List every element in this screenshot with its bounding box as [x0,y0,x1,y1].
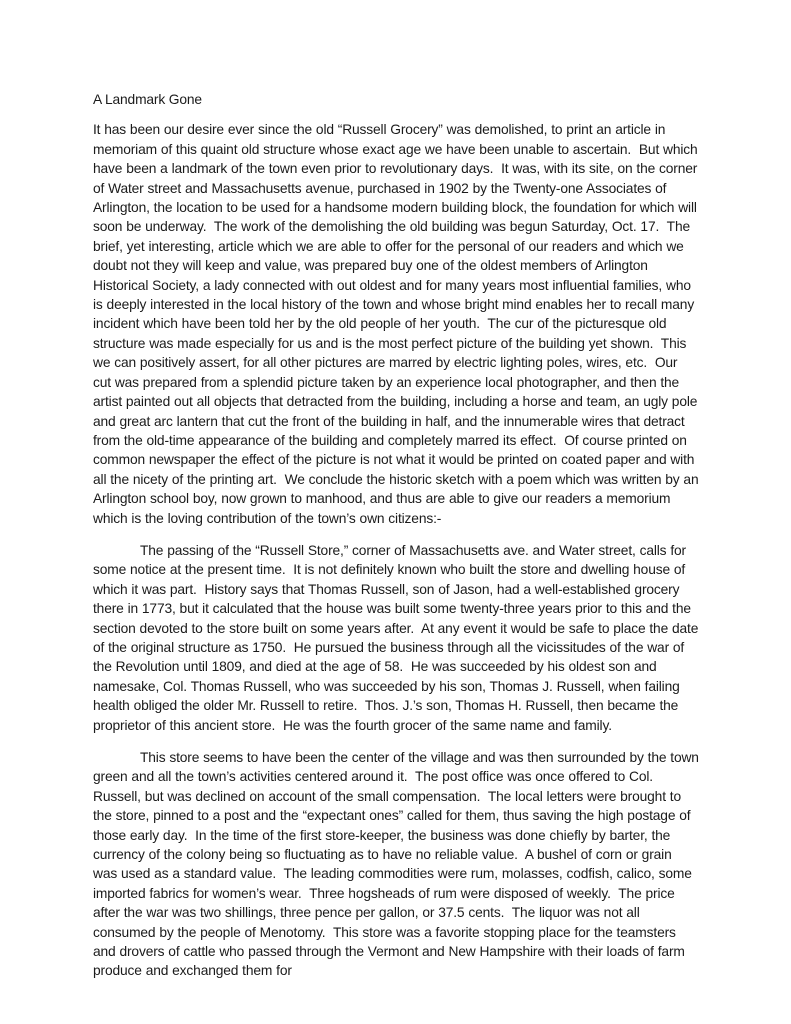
document-title: A Landmark Gone [93,92,202,107]
paragraph-village-center: This store seems to have been the center of the village and was then surrounded by the town green and all the town’s activities centered around it. The post office was once offered to Col. Russell, but was declined on account of the small compensation. The local letters were brought to the store, pinned to a post and the “expectant ones” called for them, thus saving the high postage of those early day. In the time of the first store-keeper, the business was done chiefly by barter, the currency of the colony being so fluctuating as to have no reliable value. A bushel of corn or grain was used as a standard value. The leading commodities were rum, molasses, codfish, calico, some imported fabrics for women’s wear. Three hogsheads of rum were disposed of weekly. The price after the war was two shillings, three pence per gallon, or 37.5 cents. The liquor was not all consumed by the people of Menotomy. This store was a favorite stopping place for the teamsters and drovers of cattle who passed through the Vermont and New Hampshire with their loads of farm produce and exchanged them for [93,750,703,979]
paragraph-intro: It has been our desire ever since the old “Russell Grocery” was demolished, to print an article in memoriam of this quaint old structure whose exact age we have been unable to ascertain. But which have been a landmark of the town even prior to revolutionary days. It was, with its site, on the corner of Water street and Massachusetts avenue, purchased in 1902 by the Twenty-one Associates of Arlington, the location to be used for a handsome modern building block, the foundation for which will soon be underway. The work of the demolishing the old building was begun Saturday, Oct. 17. The brief, yet interesting, article which we are able to offer for the personal of our readers and which we doubt not they will keep and value, was prepared buy one of the oldest members of Arlington Historical Society, a lady connected with out oldest and for many years most influential families, who is deeply interested in the local history of the town and whose bright mind enables her to recall many incident which have been told her by the old people of her youth. The cur of the picturesque old structure was made especially for us and is the most perfect picture of the building yet shown. This we can positively assert, for all other pictures are marred by electric lighting poles, wires, etc. Our cut was prepared from a splendid picture taken by an experience local photographer, and then the artist painted out all objects that detracted from the building, including a horse and team, an ugly pole and great arc lantern that cut the front of the building in half, and the innumerable wires that detract from the old-time appearance of the building and completely marred its effect. Of course printed on common newspaper the effect of the picture is not what it would be printed on coated paper and with all the nicety of the printing art. We conclude the historic sketch with a poem which was written by an Arlington school boy, now grown to manhood, and thus are able to give our readers a memorium which is the loving contribution of the town’s own citizens:- [93,122,702,526]
paragraph-russell-store-history: The passing of the “Russell Store,” corner of Massachusetts ave. and Water street, calls for some notice at the present time. It is not definitely known who built the store and dwelling house of which it was part. History says that Thomas Russell, son of Jason, had a well-established grocery there in 1773, but it calculated that the house was built some twenty-three years prior to this and the section devoted to the store built on some years after. At any event it would be safe to place the date of the original structure as 1750. He pursued the business through all the vicissitudes of the war of the Revolution until 1809, and died at the age of 58. He was succeeded by his oldest son and namesake, Col. Thomas Russell, who was succeeded by his son, Thomas J. Russell, when failing health obliged the older Mr. Russell to retire. Thos. J.’s son, Thomas H. Russell, then became the proprietor of this ancient store. He was the fourth grocer of the same name and family. [93,542,703,733]
